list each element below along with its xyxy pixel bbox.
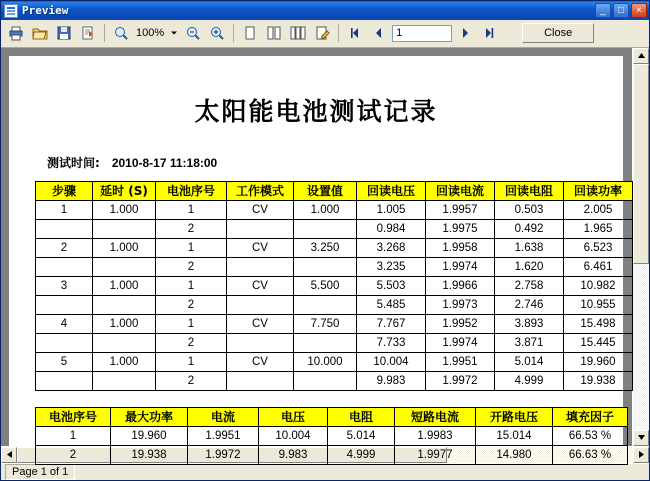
table-cell: CV [227,238,294,257]
table-cell: 10.982 [564,276,633,295]
column-header: 开路电压 [476,407,553,426]
vertical-scroll-track[interactable] [633,264,649,430]
table-cell [227,219,294,238]
table-cell: 15.498 [564,314,633,333]
table-row [36,295,633,314]
close-icon: × [636,5,642,17]
table-cell: 10.004 [357,352,426,371]
scroll-down-button[interactable] [633,430,649,446]
zoom-level-value[interactable]: 100% [136,27,165,40]
table-cell: 1 [156,314,227,333]
table-cell: 15.445 [564,333,633,352]
table-cell: 14.980 [476,445,553,464]
table-row [36,314,633,333]
table-cell: 1.9972 [188,445,259,464]
zoom-in-icon[interactable] [206,22,228,44]
column-header: 填充因子 [553,407,628,426]
table-cell: 5.014 [495,352,564,371]
summary-table [35,407,628,465]
open-icon[interactable] [29,22,51,44]
column-header: 电压 [259,407,328,426]
table-cell: 5.485 [357,295,426,314]
table-cell: 1.000 [93,352,156,371]
table-cell [227,333,294,352]
table-cell: 5.500 [294,276,357,295]
scroll-up-button[interactable] [633,48,649,64]
table-row [36,276,633,295]
export-icon[interactable] [77,22,99,44]
table-cell: 2 [156,257,227,276]
table-cell: 2 [156,371,227,390]
table-cell: 2 [156,219,227,238]
table-cell: 6.523 [564,238,633,257]
table-cell: 0.503 [495,200,564,219]
table-cell: 3.893 [495,314,564,333]
table-cell: 5.014 [328,426,395,445]
table-row [36,333,633,352]
table-cell: 1.965 [564,219,633,238]
table-cell: 7.733 [357,333,426,352]
table-cell: 1.000 [93,238,156,257]
table-cell: 1.000 [93,314,156,333]
column-header: 延时 (S) [93,181,156,200]
table-cell [227,371,294,390]
table-cell [36,219,93,238]
single-page-icon[interactable] [239,22,261,44]
multi-page-icon[interactable] [287,22,309,44]
close-window-button[interactable] [631,3,647,18]
column-header: 步骤 [36,181,93,200]
table-cell: 1 [36,200,93,219]
print-icon[interactable] [5,22,27,44]
table-cell: 3.871 [495,333,564,352]
page-number-input[interactable] [392,25,452,42]
toolbar [1,20,649,47]
table-row [36,371,633,390]
test-time-value: 2010-8-17 11:18:00 [111,155,218,170]
table-cell: 7.750 [294,314,357,333]
table-header-row [36,181,633,200]
column-header: 短路电流 [395,407,476,426]
table-cell: 3.250 [294,238,357,257]
page-status-text: Page 1 of 1 [5,464,75,480]
column-header: 电流 [188,407,259,426]
column-header: 电池序号 [36,407,111,426]
table-cell: 1 [36,426,111,445]
table-cell: 10.004 [259,426,328,445]
edit-page-icon[interactable] [311,22,333,44]
table-cell: 1 [156,200,227,219]
table-cell: 2.746 [495,295,564,314]
table-cell: 2 [156,295,227,314]
table-cell: 1.9952 [426,314,495,333]
table-cell: 1.9973 [426,295,495,314]
table-cell: 3 [36,276,93,295]
table-cell: 1.9977 [395,445,476,464]
column-header: 回读功率 [564,181,633,200]
table-cell: 4.999 [495,371,564,390]
table-row [36,238,633,257]
table-cell: 7.767 [357,314,426,333]
table-cell: 1 [156,238,227,257]
table-row [36,257,633,276]
table-cell: CV [227,352,294,371]
table-cell [294,219,357,238]
preview-area [1,48,649,461]
table-cell: 1.000 [93,200,156,219]
table-cell: 6.461 [564,257,633,276]
app-icon [4,4,18,18]
table-cell: 1 [156,352,227,371]
table-cell: 1.9983 [395,426,476,445]
window-title: Preview [22,4,69,18]
document-page [9,56,623,461]
table-cell: 1.9975 [426,219,495,238]
table-cell [36,295,93,314]
table-cell: 66.53 % [553,426,628,445]
toolbar-separator [104,24,105,42]
table-cell [36,333,93,352]
table-row [36,219,633,238]
minimize-button[interactable] [595,3,611,18]
table-cell [93,219,156,238]
table-cell [294,371,357,390]
table-cell: 3.235 [357,257,426,276]
table-cell [93,333,156,352]
page-title: 太阳能电池测试记录 [194,96,438,126]
toolbar-separator [233,24,234,42]
zoom-icon[interactable] [110,22,132,44]
table-cell [36,257,93,276]
table-cell: 1.638 [495,238,564,257]
table-cell: 10.955 [564,295,633,314]
column-header: 电池序号 [156,181,227,200]
close-button[interactable]: Close [522,23,594,43]
vertical-scrollbar[interactable] [632,48,649,446]
table-cell: 1.9966 [426,276,495,295]
table-cell [294,295,357,314]
table-cell: 2 [36,238,93,257]
table-cell: 19.938 [564,371,633,390]
table-cell [93,257,156,276]
table-cell: 19.960 [111,426,188,445]
table-row [36,352,633,371]
table-cell [294,257,357,276]
table-cell: 1.620 [495,257,564,276]
table-cell: 1.9958 [426,238,495,257]
test-time-label: 测试时间: [47,155,100,170]
minimize-icon: _ [600,5,606,17]
table-row [36,445,628,464]
measurement-table [35,181,633,391]
table-cell: 19.960 [564,352,633,371]
table-cell: 9.983 [357,371,426,390]
table-cell: 1.9951 [188,426,259,445]
table-cell: 19.938 [111,445,188,464]
table-cell: 2 [156,333,227,352]
table-cell: 2 [36,445,111,464]
table-cell: 4.999 [328,445,395,464]
table-cell: 1.9972 [426,371,495,390]
save-icon[interactable] [53,22,75,44]
zoom-out-icon[interactable] [182,22,204,44]
column-header: 回读电流 [426,181,495,200]
column-header: 电阻 [328,407,395,426]
scroll-right-button[interactable] [633,447,649,463]
table-cell: 9.983 [259,445,328,464]
table-cell [93,371,156,390]
prev-page-button[interactable] [368,22,390,44]
toolbar-separator [338,24,339,42]
table-cell: 0.492 [495,219,564,238]
title-bar [1,1,649,20]
maximize-icon: □ [617,5,625,17]
table-row [36,426,628,445]
table-cell [227,257,294,276]
table-cell: 10.000 [294,352,357,371]
status-bar [1,463,649,480]
table-cell: 1.9974 [426,257,495,276]
table-cell [294,333,357,352]
maximize-button[interactable] [613,3,629,18]
table-cell: 5.503 [357,276,426,295]
test-time-row [47,154,597,171]
table-row [36,200,633,219]
chevron-down-icon[interactable] [168,24,180,42]
table-cell: 1.005 [357,200,426,219]
table-cell: 0.984 [357,219,426,238]
column-header: 回读电阻 [495,181,564,200]
table-cell: 1.9951 [426,352,495,371]
table-header-row [36,407,628,426]
table-cell: 1.000 [93,276,156,295]
table-cell: 66.63 % [553,445,628,464]
table-cell [93,295,156,314]
table-cell: 4 [36,314,93,333]
table-cell: CV [227,314,294,333]
table-cell: 15.014 [476,426,553,445]
table-cell: CV [227,276,294,295]
table-cell: 2.758 [495,276,564,295]
two-page-icon[interactable] [263,22,285,44]
column-header: 回读电压 [357,181,426,200]
table-cell: CV [227,200,294,219]
table-cell: 1.9957 [426,200,495,219]
last-page-button[interactable] [478,22,500,44]
table-cell: 1.9974 [426,333,495,352]
table-cell: 3.268 [357,238,426,257]
column-header: 最大功率 [111,407,188,426]
table-cell [227,295,294,314]
window-controls [595,3,647,18]
table-cell: 1.000 [294,200,357,219]
vertical-scroll-thumb[interactable] [633,64,649,264]
table-cell: 1 [156,276,227,295]
first-page-button[interactable] [344,22,366,44]
column-header: 设置值 [294,181,357,200]
page-scroll-region [1,48,632,461]
next-page-button[interactable] [454,22,476,44]
scroll-left-button[interactable] [1,447,17,463]
table-cell: 5 [36,352,93,371]
column-header: 工作模式 [227,181,294,200]
table-cell [36,371,93,390]
table-cell: 2.005 [564,200,633,219]
